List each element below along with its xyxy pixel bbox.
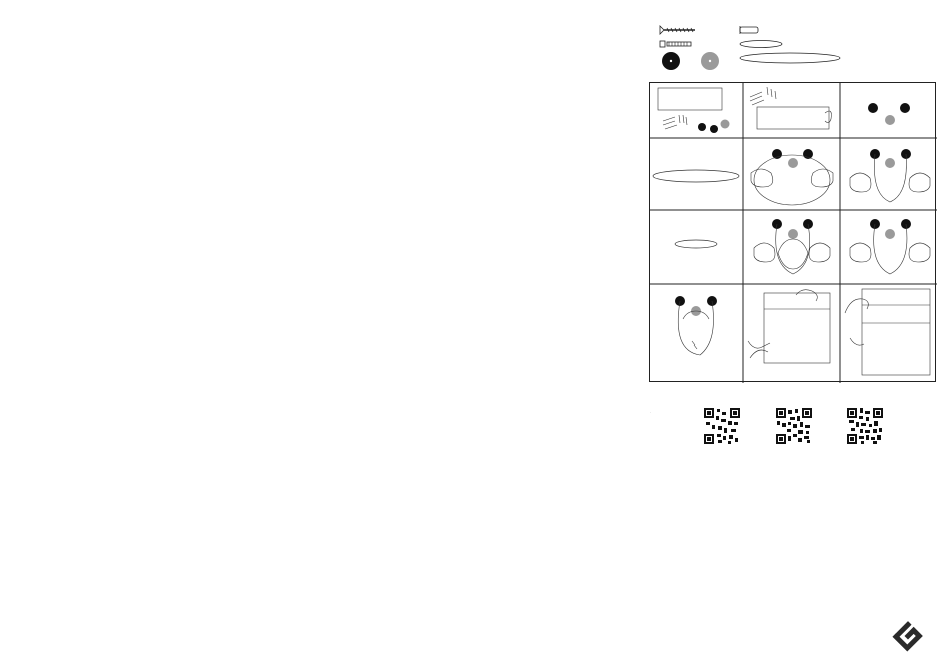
black-disc-icon [662,52,680,70]
wall-plug-icon [740,26,758,34]
step-5-stretch-band [751,149,833,205]
step-7-small-band [675,240,717,248]
instruction-grid [649,82,936,382]
large-elastic-band-icon [740,53,840,63]
qr-code-icon [847,408,883,444]
grey-disc-icon [701,52,719,70]
threaded-screw-icon [660,41,691,47]
step-11-insert-sheet [748,290,830,363]
step-2-drill-holes [750,87,831,129]
step-1-template-with-parts [658,88,730,133]
qr-code-2[interactable] [776,408,812,444]
qr-code-icon [776,408,812,444]
qr-code-icon [704,408,740,444]
brand-logo [888,616,928,656]
step-9-hook-small-band [850,219,930,274]
qr-code-3[interactable] [847,408,883,444]
step-12-sheet-in-place [845,289,930,375]
step-6-hook-band [850,149,930,202]
qr-code-1[interactable] [704,408,740,444]
corner-mark: . [650,409,652,414]
step-4-large-band [653,170,739,182]
step-8-stretch-small-band [754,219,830,274]
step-10-bands-attached [675,296,717,355]
wood-screw-icon [660,26,695,34]
brand-logo-icon [888,616,928,656]
small-elastic-band-icon [740,41,782,48]
step-3-discs-mounted [868,103,910,125]
parts-legend [655,20,845,76]
instruction-steps [650,83,937,383]
